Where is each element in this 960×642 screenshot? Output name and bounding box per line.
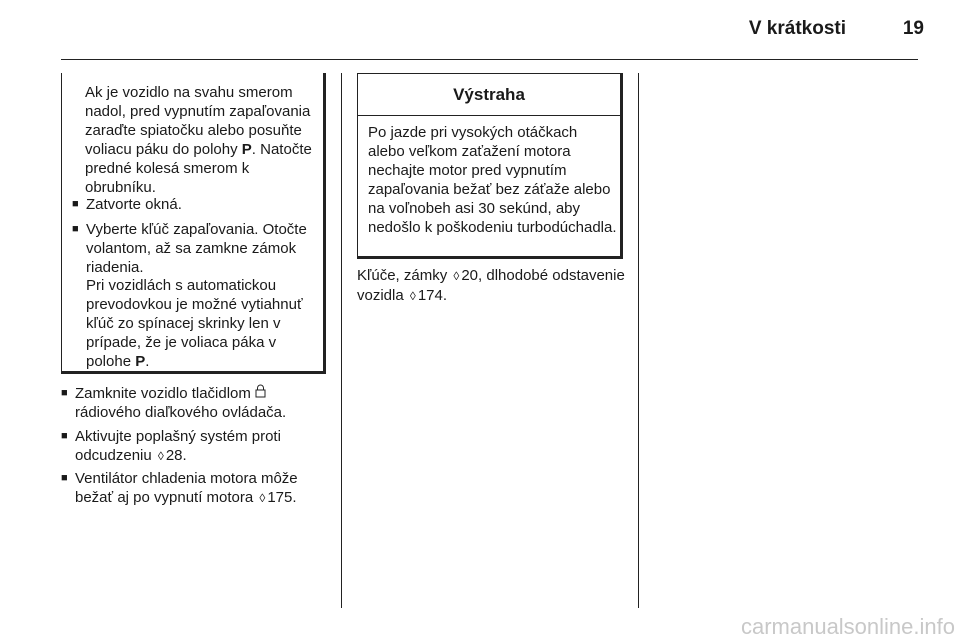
page-number: 19 — [902, 18, 924, 39]
note-paragraph-bold: P — [241, 141, 252, 158]
ref-keys-label: Kľúče, zámky — [357, 267, 448, 284]
list-item-alarm-text: Aktivujte poplašný systém proti odcudzeniu — [75, 428, 281, 464]
bullet-icon: ■ — [72, 198, 79, 210]
note-paragraph — [85, 83, 317, 197]
note-paragraph-tail: . Natočte predné kolesá smerom k obrubníku. — [85, 141, 312, 196]
list-item-alarm — [61, 427, 336, 466]
note-bullet-2 — [72, 220, 322, 277]
watermark: carmanualsonline.info — [740, 614, 955, 639]
list-item-lock-tail: rádiového diaľkového ovládača. — [75, 404, 287, 421]
lock-icon — [255, 384, 266, 403]
list-item-fan-ref: 175. — [267, 489, 297, 506]
header-rule — [61, 59, 918, 60]
warning-box — [357, 73, 623, 259]
column-rule-2 — [638, 73, 639, 608]
bullet-icon: ■ — [61, 387, 68, 399]
pointer-icon: ◊ — [157, 449, 164, 463]
pointer-icon: ◊ — [409, 289, 416, 303]
warning-text: Po jazde pri vysokých otáčkach alebo veľkom zaťažení motora nechajte motor pred vypnutím zapaľovania bežať bez záťaže alebo na voľnobeh asi 30 sekúnd, aby nedošlo k poškodeniu turbodúchadla. — [368, 124, 617, 236]
note-bullet-2-sub-bold: P — [135, 353, 146, 370]
bullet-icon: ■ — [61, 430, 68, 442]
warning-title: Výstraha — [358, 74, 620, 116]
list-item-fan-text: Ventilátor chladenia motora môže bežať aj po vypnutí motora — [75, 470, 298, 506]
column-rule-1 — [341, 73, 342, 608]
note-bullet-2-text: Vyberte kľúč zapaľovania. Otočte volantom, až sa zamkne zámok riadenia. — [86, 221, 307, 276]
bullet-icon: ■ — [61, 472, 68, 484]
pointer-icon: ◊ — [259, 491, 266, 505]
list-item-fan — [61, 469, 336, 508]
note-bullet-1 — [72, 195, 322, 214]
note-bullet-2-sub — [86, 276, 314, 371]
note-bullet-2-sub-text: Pri vozidlách s automatickou prevodovkou je možné vytiahnuť kľúč zo spínacej skrinky len v prípade, že je voliaca páka v polohe — [86, 277, 303, 370]
ref-keys-text: 20, dlhodobé odstavenie vozidla — [357, 267, 625, 304]
ref-storage-page: 174. — [417, 287, 448, 304]
note-bullet-2-sub-tail: . — [145, 353, 150, 370]
pointer-icon: ◊ — [453, 269, 460, 283]
list-item-lock — [61, 384, 336, 422]
note-paragraph-text: Ak je vozidlo na svahu smerom nadol, pred vypnutím zapaľovania zaraďte spiatočku alebo posuňte voliacu páku do polohy — [85, 84, 311, 158]
list-item-alarm-ref: 28. — [165, 447, 187, 464]
page-header-title: V krátkosti — [748, 18, 846, 39]
list-item-lock-text: Zamknite vozidlo tlačidlom — [75, 385, 251, 402]
note-bullet-1-text: Zatvorte okná. — [86, 196, 182, 213]
bullet-icon: ■ — [72, 223, 79, 235]
cross-references — [357, 266, 627, 306]
